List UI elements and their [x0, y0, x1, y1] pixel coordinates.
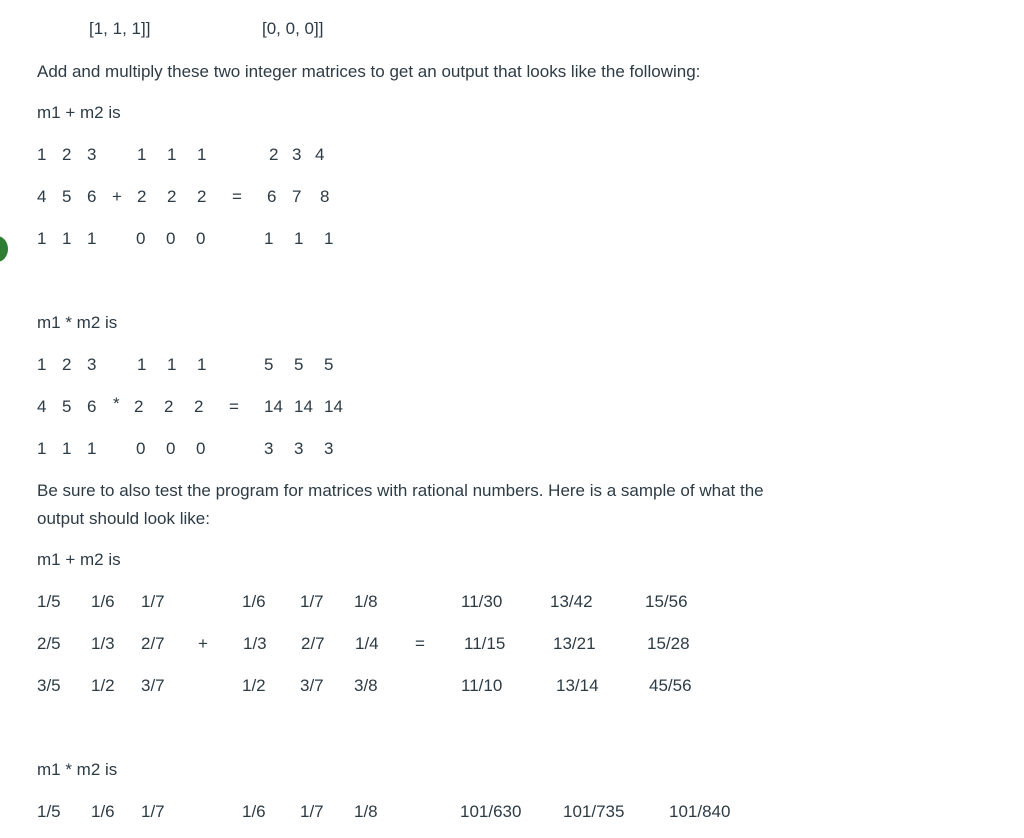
matrix-fragment-left: [1, 1, 1]]: [89, 19, 151, 38]
matrix-cell: 2: [134, 397, 144, 416]
matrix-cell: 15/56: [645, 592, 688, 611]
matrix-cell: 2: [167, 187, 177, 206]
matrix-cell: 15/28: [647, 634, 690, 653]
matrix-cell: 11/10: [461, 676, 503, 695]
matrix-cell: 0: [136, 229, 146, 248]
matrix-cell: 11/30: [461, 592, 503, 611]
matrix-cell: 14: [264, 397, 283, 416]
matrix-cell: 3: [294, 439, 304, 458]
matrix-cell: 11/15: [464, 634, 506, 653]
rational-note-paragraph: Be sure to also test the program for matrices with rational numbers. Here is a sample of what the output should look like:: [37, 481, 764, 528]
matrix-cell: 2/7: [141, 634, 165, 653]
operator-plus: +: [198, 634, 208, 653]
matrix-cell: 5: [294, 355, 304, 374]
matrix-cell: 101/735: [563, 802, 625, 821]
matrix-cell: 45/56: [649, 676, 692, 695]
matrix-cell: 1: [294, 229, 304, 248]
operator-equals: =: [232, 187, 242, 206]
matrix-cell: 0: [196, 439, 206, 458]
matrix-cell: 7: [292, 187, 302, 206]
matrix-cell: 3/7: [300, 676, 324, 695]
matrix-cell: 2: [194, 397, 204, 416]
matrix-cell: 1: [324, 229, 334, 248]
matrix-cell: 1/3: [243, 634, 267, 653]
matrix-cell: 3/8: [354, 676, 378, 695]
matrix-cell: 1: [167, 145, 177, 164]
matrix-cell: 4: [37, 397, 47, 416]
matrix-cell: 1: [37, 355, 47, 374]
operator-multiply: *: [113, 394, 120, 413]
matrix-cell: 1/6: [242, 802, 266, 821]
matrix-cell: 1/2: [91, 676, 115, 695]
matrix-fragment-right: [0, 0, 0]]: [262, 19, 324, 38]
matrix-cell: 5: [264, 355, 274, 374]
matrix-cell: 5: [62, 397, 72, 416]
matrix-cell: 1: [197, 355, 207, 374]
matrix-cell: 5: [62, 187, 72, 206]
matrix-cell: 0: [166, 229, 176, 248]
int-product-heading: m1 * m2 is: [37, 313, 118, 332]
operator-equals: =: [415, 634, 425, 653]
int-sum-heading: m1 + m2 is: [37, 103, 121, 122]
matrix-cell: 13/42: [550, 592, 593, 611]
matrix-cell: 0: [196, 229, 206, 248]
matrix-cell: 6: [87, 397, 97, 416]
matrix-cell: 1/4: [355, 634, 379, 653]
matrix-cell: 0: [136, 439, 146, 458]
matrix-cell: 1/7: [141, 592, 165, 611]
matrix-cell: 1: [37, 439, 47, 458]
matrix-cell: 14: [324, 397, 343, 416]
matrix-cell: 3: [87, 145, 97, 164]
matrix-cell: 2/5: [37, 634, 61, 653]
matrix-cell: 1/8: [354, 592, 378, 611]
matrix-cell: 4: [37, 187, 47, 206]
rat-product-heading: m1 * m2 is: [37, 760, 118, 779]
matrix-cell: 2: [62, 355, 72, 374]
intro-paragraph: Add and multiply these two integer matrices to get an output that looks like the following:: [37, 62, 701, 81]
matrix-cell: 1/2: [242, 676, 266, 695]
matrix-cell: 1: [197, 145, 207, 164]
matrix-cell: 2: [164, 397, 174, 416]
matrix-cell: 1: [37, 229, 47, 248]
matrix-cell: 1/3: [91, 634, 115, 653]
matrix-cell: 1: [137, 145, 147, 164]
matrix-cell: 101/630: [460, 802, 522, 821]
matrix-cell: 1/6: [242, 592, 266, 611]
rat-sum-heading: m1 + m2 is: [37, 550, 121, 569]
matrix-cell: 1/5: [37, 592, 61, 611]
matrix-cell: 2: [62, 145, 72, 164]
matrix-cell: 2: [197, 187, 207, 206]
matrix-cell: 13/21: [553, 634, 596, 653]
matrix-cell: 14: [294, 397, 313, 416]
matrix-cell: 1: [87, 229, 97, 248]
matrix-cell: 1: [264, 229, 274, 248]
matrix-cell: 0: [166, 439, 176, 458]
matrix-cell: 1: [37, 145, 47, 164]
matrix-cell: 1/6: [91, 592, 115, 611]
matrix-cell: 3/7: [141, 676, 165, 695]
operator-plus: +: [112, 187, 122, 206]
matrix-cell: 1: [62, 439, 72, 458]
matrix-cell: 1/7: [300, 802, 324, 821]
matrix-cell: 5: [324, 355, 334, 374]
matrix-cell: 1/7: [141, 802, 165, 821]
matrix-cell: 1: [167, 355, 177, 374]
matrix-cell: 1: [137, 355, 147, 374]
matrix-cell: 1: [62, 229, 72, 248]
matrix-cell: 2: [137, 187, 147, 206]
matrix-cell: 1/8: [354, 802, 378, 821]
matrix-cell: 1/7: [300, 592, 324, 611]
matrix-cell: 1/6: [91, 802, 115, 821]
matrix-cell: 6: [267, 187, 277, 206]
matrix-cell: 101/840: [669, 802, 731, 821]
matrix-cell: 6: [87, 187, 97, 206]
matrix-cell: 2: [269, 145, 279, 164]
matrix-cell: 1: [87, 439, 97, 458]
matrix-cell: 1/5: [37, 802, 61, 821]
matrix-cell: 2/7: [301, 634, 325, 653]
matrix-cell: 13/14: [556, 676, 599, 695]
edge-marker: [0, 236, 8, 262]
matrix-cell: 3/5: [37, 676, 61, 695]
matrix-cell: 3: [292, 145, 302, 164]
matrix-cell: 8: [320, 187, 330, 206]
matrix-cell: 3: [264, 439, 274, 458]
matrix-cell: 3: [87, 355, 97, 374]
operator-equals: =: [229, 397, 239, 416]
matrix-cell: 4: [315, 145, 325, 164]
matrix-cell: 3: [324, 439, 334, 458]
